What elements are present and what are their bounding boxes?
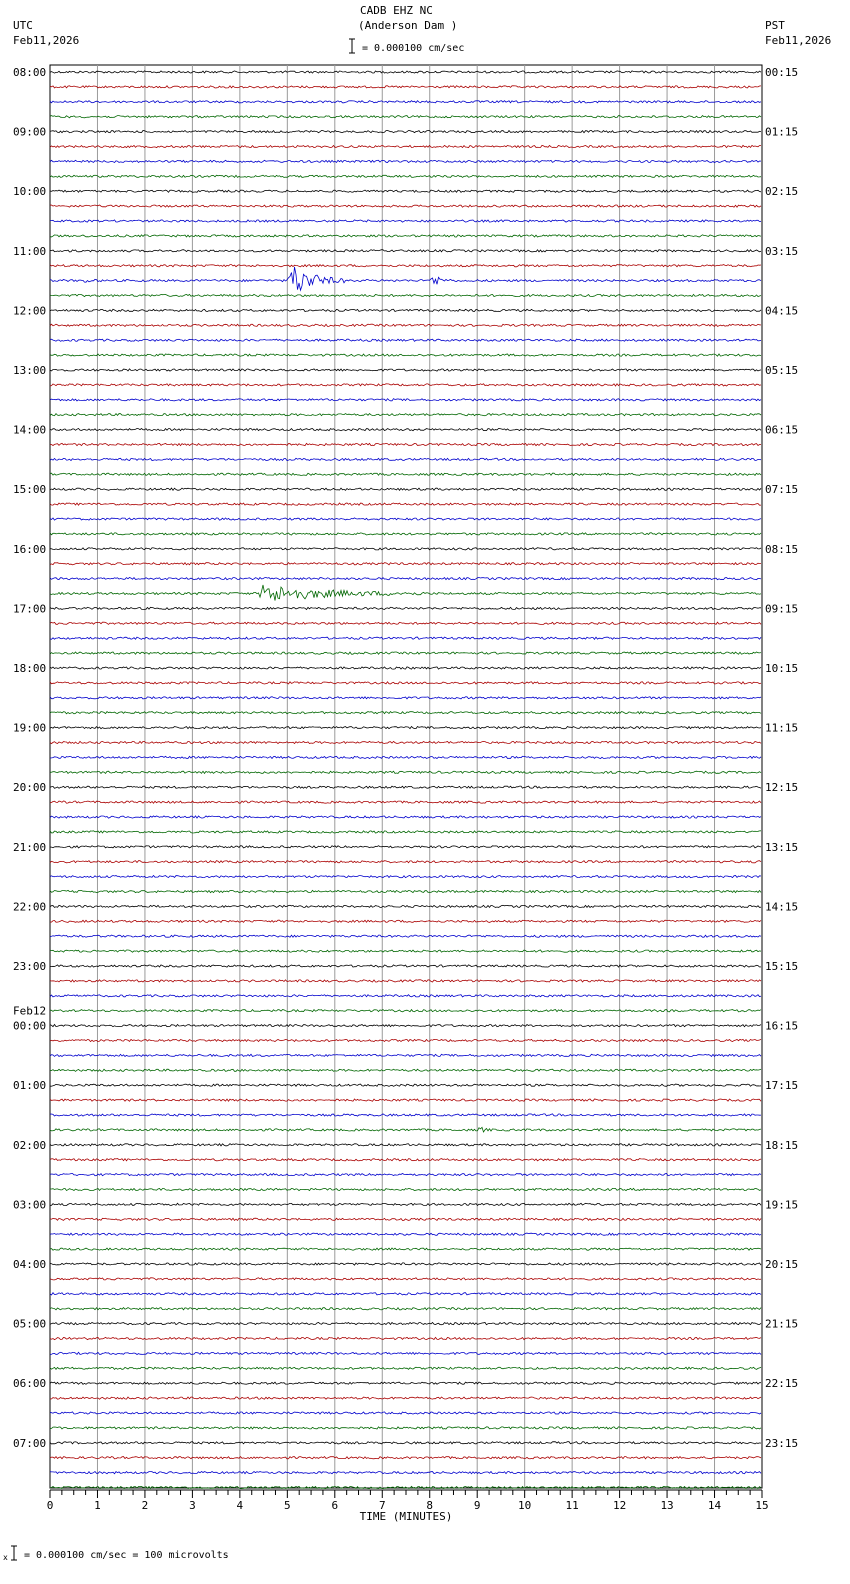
pst-hour-label: 02:15 <box>765 185 799 199</box>
pst-hour-label: 06:15 <box>765 423 799 437</box>
seismic-trace <box>50 1337 761 1339</box>
seismic-trace <box>50 160 761 162</box>
plot-frame <box>50 65 762 1488</box>
seismic-trace <box>50 324 761 326</box>
seismic-trace <box>50 801 761 803</box>
utc-hour-label: 03:00 <box>13 1198 47 1212</box>
seismic-trace <box>50 250 761 252</box>
utc-hour-label: 13:00 <box>13 364 47 377</box>
seismic-trace <box>50 652 761 654</box>
seismic-trace <box>50 1293 761 1295</box>
seismic-trace <box>50 1442 761 1444</box>
seismic-trace <box>50 1248 761 1250</box>
seismic-trace <box>50 920 761 922</box>
seismic-trace <box>50 741 761 743</box>
seismic-trace <box>50 965 761 967</box>
pst-hour-label: 07:15 <box>765 483 799 497</box>
seismic-trace <box>50 1039 761 1041</box>
pst-hour-label: 19:15 <box>765 1198 799 1212</box>
seismic-trace <box>50 384 761 386</box>
seismic-trace <box>50 861 761 863</box>
pst-hour-label: 03:15 <box>765 244 799 258</box>
seismic-trace <box>50 1263 761 1265</box>
seismic-trace <box>50 1278 761 1280</box>
seismic-trace <box>50 220 761 222</box>
seismic-trace <box>50 563 761 565</box>
seismic-trace <box>50 578 761 580</box>
utc-hour-label: 10:00 <box>13 185 47 199</box>
utc-hour-label: 09:00 <box>13 125 47 139</box>
pst-hour-label: 09:15 <box>765 602 799 616</box>
seismic-trace <box>50 1144 761 1146</box>
seismic-trace <box>50 816 761 818</box>
pst-hour-label: 23:15 <box>765 1436 799 1450</box>
pst-hour-label: 16:15 <box>765 1019 799 1033</box>
seismic-trace <box>50 995 761 997</box>
seismic-trace <box>50 1174 761 1176</box>
seismic-trace <box>50 235 761 237</box>
seismic-trace <box>50 1084 761 1086</box>
seismic-trace <box>50 622 761 624</box>
footer-scale-text: = 0.000100 cm/sec = 100 microvolts <box>24 1550 229 1561</box>
seismic-trace <box>50 905 761 907</box>
pst-hour-label: 15:15 <box>765 960 799 973</box>
utc-hour-label: 07:00 <box>13 1436 47 1450</box>
utc-hour-label: 19:00 <box>13 721 47 735</box>
pst-hour-label: 17:15 <box>765 1079 799 1093</box>
utc-hour-label: 20:00 <box>13 781 47 795</box>
seismic-trace <box>50 443 761 445</box>
x-tick-label: 5 <box>284 1499 291 1512</box>
utc-hour-label: 16:00 <box>13 542 47 556</box>
seismic-trace <box>50 267 761 290</box>
utc-hour-label: 08:00 <box>13 66 47 79</box>
date-change-label: Feb12 <box>13 1004 47 1018</box>
x-tick-label: 13 <box>660 1499 674 1512</box>
pst-hour-label: 21:15 <box>765 1317 799 1331</box>
utc-hour-label: 02:00 <box>13 1138 47 1152</box>
station-location: (Anderson Dam ) <box>358 19 458 32</box>
seismic-trace <box>50 190 761 192</box>
pst-hour-label: 00:15 <box>765 66 799 79</box>
x-tick-label: 8 <box>426 1499 434 1512</box>
utc-hour-label: 18:00 <box>13 662 47 675</box>
pst-hour-label: 10:15 <box>765 662 799 675</box>
x-tick-label: 9 <box>473 1499 481 1512</box>
seismic-trace <box>50 518 761 520</box>
seismic-trace <box>50 756 761 758</box>
seismic-trace <box>50 205 761 207</box>
seismic-trace <box>50 1457 761 1459</box>
pst-hour-label: 04:15 <box>765 304 799 318</box>
seismic-trace <box>50 548 761 550</box>
seismic-trace <box>50 1352 761 1354</box>
x-tick-label: 12 <box>612 1499 627 1512</box>
seismic-trace <box>50 1054 761 1056</box>
seismic-trace <box>50 101 761 103</box>
seismic-trace <box>50 1010 761 1012</box>
seismic-trace <box>50 1308 761 1310</box>
seismic-trace <box>50 1099 761 1101</box>
x-tick-label: 15 <box>755 1499 769 1512</box>
seismic-trace <box>50 1323 761 1325</box>
seismic-trace <box>50 1127 761 1132</box>
seismic-trace <box>50 1472 761 1474</box>
pst-hour-label: 05:15 <box>765 364 799 377</box>
seismic-trace <box>50 145 761 147</box>
utc-hour-label: 14:00 <box>13 423 47 437</box>
seismic-trace <box>50 1218 761 1220</box>
seismic-trace <box>50 950 761 952</box>
x-tick-label: 0 <box>46 1499 54 1512</box>
utc-zone-label: UTC <box>13 19 33 32</box>
seismic-trace <box>50 1367 761 1369</box>
pst-date-label: Feb11,2026 <box>765 34 832 47</box>
seismic-trace <box>50 175 761 177</box>
x-tick-label: 6 <box>331 1499 339 1512</box>
seismic-trace <box>50 890 761 892</box>
utc-hour-label: 22:00 <box>13 900 47 914</box>
scale-text: = 0.000100 cm/sec <box>362 43 465 54</box>
seismic-trace <box>50 503 761 505</box>
utc-hour-label: 17:00 <box>13 602 47 616</box>
scale-bar-icon <box>348 38 356 54</box>
seismic-trace <box>50 1397 761 1399</box>
seismic-trace <box>50 876 761 878</box>
seismic-trace <box>50 712 761 714</box>
seismic-trace <box>50 399 761 401</box>
x-tick-label: 14 <box>707 1499 722 1512</box>
x-tick-label: 1 <box>94 1499 101 1512</box>
seismic-trace <box>50 1382 761 1384</box>
seismic-trace <box>50 980 761 982</box>
seismic-trace <box>50 1412 761 1414</box>
utc-hour-label: 06:00 <box>13 1377 47 1391</box>
seismic-trace <box>50 339 761 341</box>
utc-date-label: Feb11,2026 <box>13 34 80 47</box>
seismic-trace <box>50 131 761 133</box>
seismic-trace <box>50 637 761 639</box>
seismic-trace <box>50 473 761 475</box>
footer-scale-bar-icon <box>10 1545 18 1561</box>
seismic-trace <box>50 1203 761 1205</box>
seismic-trace <box>50 585 761 601</box>
pst-hour-label: 11:15 <box>765 721 799 735</box>
seismic-trace <box>50 414 761 416</box>
seismic-trace <box>50 429 761 431</box>
seismic-trace <box>50 86 761 88</box>
seismic-trace <box>50 682 761 684</box>
x-axis-label: TIME (MINUTES) <box>359 1510 453 1523</box>
seismic-trace <box>50 354 761 356</box>
utc-hour-label: 15:00 <box>13 483 47 497</box>
pst-hour-label: 13:15 <box>765 840 799 854</box>
x-tick-label: 11 <box>565 1499 579 1512</box>
pst-hour-label: 22:15 <box>765 1377 799 1391</box>
seismic-trace <box>50 831 761 833</box>
utc-hour-label: 04:00 <box>13 1258 47 1271</box>
seismic-trace <box>50 265 761 267</box>
pst-hour-label: 08:15 <box>765 542 799 556</box>
seismic-trace <box>50 1427 761 1429</box>
pst-zone-label: PST <box>765 19 785 32</box>
seismic-trace <box>50 1069 761 1071</box>
pst-hour-label: 12:15 <box>765 781 799 795</box>
seismic-trace <box>50 607 761 609</box>
footer-scale-marker: x <box>3 1553 8 1562</box>
pst-hour-label: 14:15 <box>765 900 799 914</box>
x-tick-label: 2 <box>141 1499 149 1512</box>
seismic-trace <box>50 697 761 699</box>
seismic-trace <box>50 1159 761 1161</box>
seismic-trace <box>50 1233 761 1235</box>
utc-hour-label: 21:00 <box>13 840 47 854</box>
utc-hour-label: 05:00 <box>13 1317 47 1331</box>
utc-hour-label: 11:00 <box>13 244 47 258</box>
seismic-trace <box>50 771 761 773</box>
utc-hour-label: 23:00 <box>13 960 47 973</box>
seismic-trace <box>50 369 761 371</box>
station-title: CADB EHZ NC <box>360 4 433 17</box>
seismic-trace <box>50 488 761 490</box>
seismic-trace <box>50 786 761 788</box>
utc-hour-label: 00:00 <box>13 1019 47 1033</box>
pst-hour-label: 20:15 <box>765 1258 799 1271</box>
seismic-trace <box>50 935 761 937</box>
pst-hour-label: 01:15 <box>765 125 799 139</box>
seismic-trace <box>50 727 761 729</box>
seismic-trace <box>50 309 761 311</box>
seismic-trace <box>50 294 761 296</box>
seismic-trace <box>50 533 761 535</box>
seismic-trace <box>50 846 761 848</box>
pst-hour-label: 18:15 <box>765 1138 799 1152</box>
seismic-trace <box>50 458 761 460</box>
utc-hour-label: 01:00 <box>13 1079 47 1093</box>
x-tick-label: 3 <box>189 1499 196 1512</box>
seismic-trace <box>50 71 761 73</box>
utc-hour-label: 12:00 <box>13 304 47 318</box>
seismic-trace <box>50 1114 761 1116</box>
x-tick-label: 7 <box>378 1499 386 1512</box>
seismic-trace <box>50 116 761 118</box>
seismic-trace <box>50 1188 761 1190</box>
seismic-trace <box>50 667 761 669</box>
x-tick-label: 4 <box>236 1499 244 1512</box>
x-tick-label: 10 <box>518 1499 532 1512</box>
seismic-trace <box>50 1025 761 1027</box>
